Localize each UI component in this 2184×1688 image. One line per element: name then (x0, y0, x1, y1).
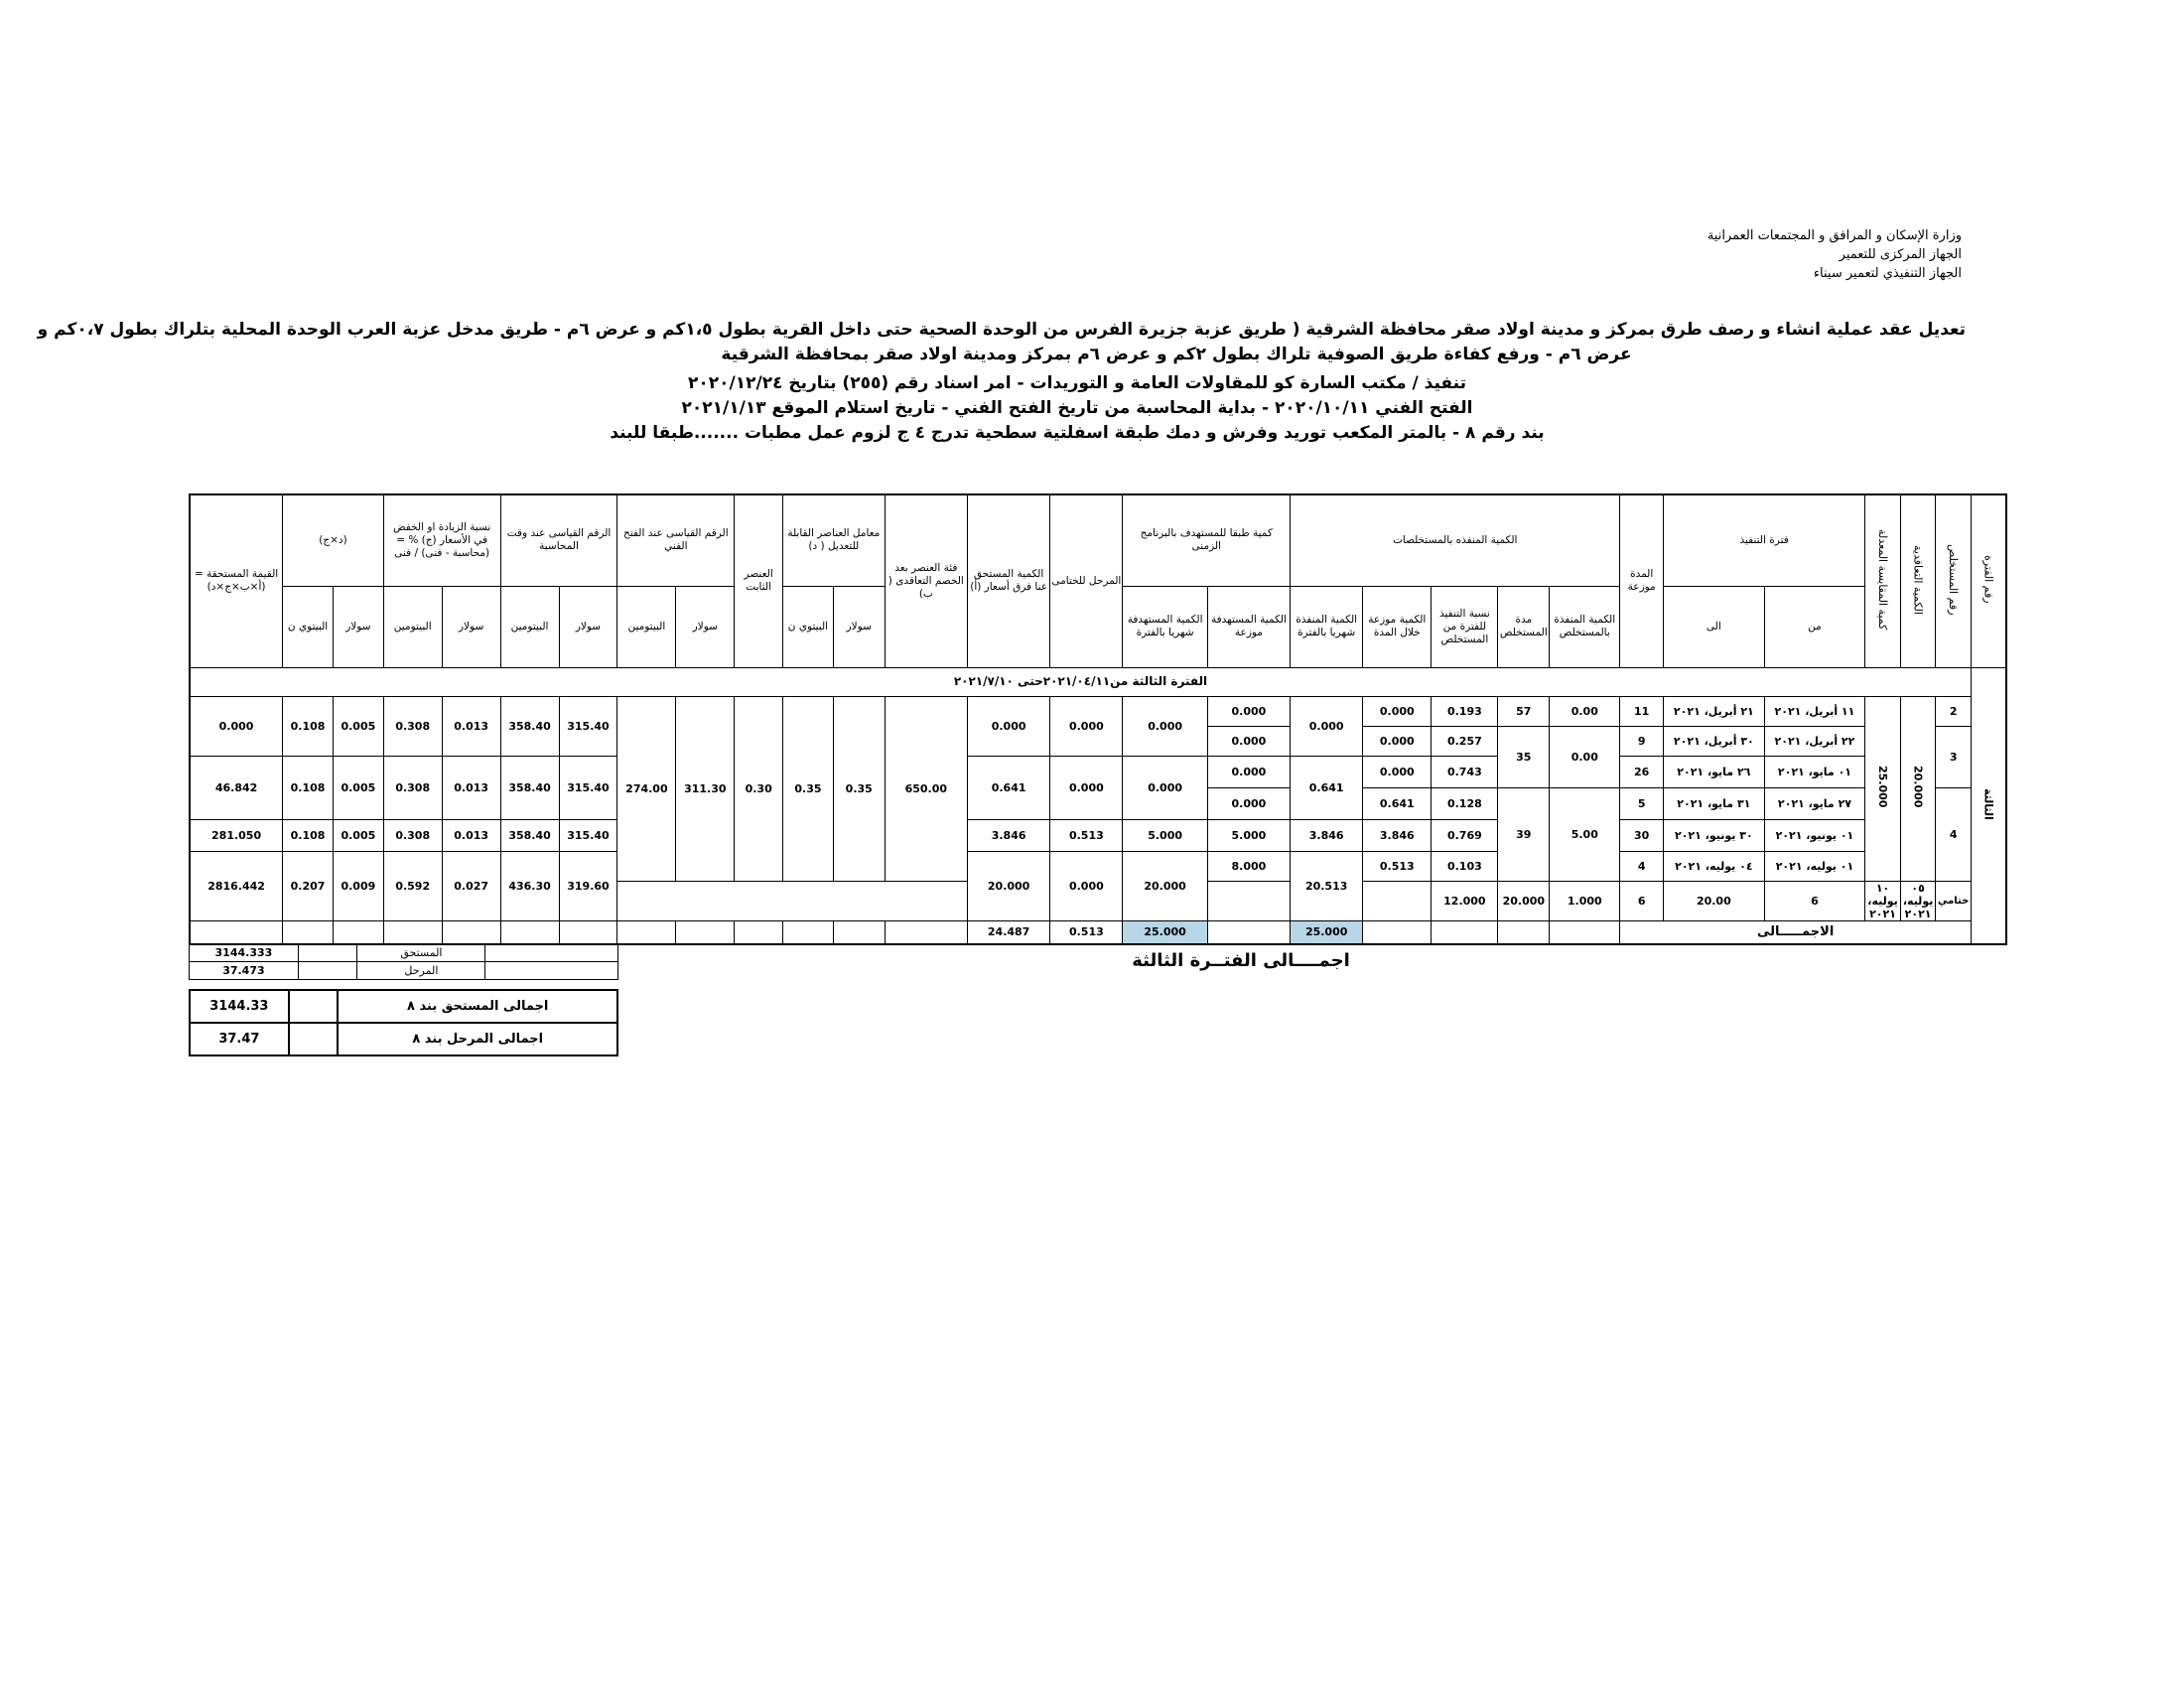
duration: 6 (1764, 881, 1865, 920)
due-label: المستحق (357, 944, 485, 962)
contract-title-line1: تعديل عقد عملية انشاء و رصف طرق بمركز و مدينة اولاد صقر محافظة الشرقية ( طريق عزبة جزيرة الفرس من الوحدة الصحية حتى داخل القرية بطول ١،٥كم و عرض ٦م - طريق مدخل عزبة العرب الوحدة المحلية بتلراك بطول ٠،٧كم و (37, 320, 1966, 340)
duration-header: المدة موزعة (1620, 494, 1664, 667)
due-qty: 20.000 (967, 851, 1049, 920)
qty-exec-extract: 0.00 (1550, 696, 1620, 726)
change-solar: 0.013 (442, 696, 500, 756)
to-date: ٣٠ أبريل، ٢٠٢١ (1664, 726, 1765, 756)
from-date: ٠٥ يوليه، ٢٠٢١ (1900, 881, 1936, 920)
due-value-header: القيمة المستحقة =(أ×ب×ج×د) (190, 494, 283, 667)
extract-duration-header: مدة المستخلص (1498, 586, 1550, 667)
contract-qty-header: الكمية التعاقدية (1900, 494, 1936, 667)
qty-exec-extract-header: الكمية المنفذة بالمستخلص (1550, 586, 1620, 667)
distributed-qty-header: الكمية موزعة خلال المدة (1363, 586, 1432, 667)
qty-exec-extract: 5.00 (1550, 787, 1620, 881)
exec-ratio: 1.000 (1550, 881, 1620, 920)
ministry-name: وزارة الإسكان و المرافق و المجتمعات العمرانية (1706, 228, 1962, 243)
total-due-value: 3144.33 (190, 990, 289, 1023)
due-qty-header: الكمية المستحق عنا فرق أسعار (أ) (967, 494, 1049, 667)
monthly-exec-header: الكمية المنفذة شهريا بالفترة (1291, 586, 1363, 667)
cxd-bitumen: 0.108 (283, 696, 334, 756)
deferred: 0.513 (1050, 819, 1123, 851)
exec-period-header: فترة التنفيذ (1664, 494, 1865, 586)
index-open-bitumen: 274.00 (617, 696, 676, 881)
index-open-solar: 311.30 (676, 696, 735, 881)
deferred: 0.000 (1050, 851, 1123, 920)
change-solar-header: سولار (442, 586, 500, 667)
qty-exec-extract: 20.00 (1664, 881, 1765, 920)
index-calc-bitumen: 358.40 (500, 696, 559, 756)
change-solar: 0.013 (442, 819, 500, 851)
to-date: ٢١ أبريل، ٢٠٢١ (1664, 696, 1765, 726)
from-date: ٢٧ مايو، ٢٠٢١ (1764, 787, 1865, 819)
index-open-header: الرقم القياسى عند الفتح الفني (617, 494, 735, 586)
to-date: ٣١ مايو، ٢٠٢١ (1664, 787, 1765, 819)
from-header: من (1764, 586, 1865, 667)
cxd-bitumen: 0.108 (283, 819, 334, 851)
index-calc-bitumen: 358.40 (500, 756, 559, 819)
exec-ratio: 0.769 (1432, 819, 1498, 851)
change-solar: 0.027 (442, 851, 500, 920)
index-calc-solar: 315.40 (559, 819, 617, 851)
planned-monthly: 5.000 (1123, 819, 1207, 851)
planned-distributed: 0.000 (1207, 787, 1290, 819)
totals-row (190, 920, 2006, 944)
duration: 4 (1620, 851, 1664, 881)
total-deferred-value: 37.47 (190, 1023, 289, 1055)
from-date: ٢٢ أبريل، ٢٠٢١ (1764, 726, 1865, 756)
unit-price: 650.00 (885, 696, 967, 881)
exec-agency-name: الجهاز التنفيذي لتعمير سيناء (1813, 266, 1962, 281)
planned-distributed: 8.000 (1207, 851, 1290, 881)
due-total-value: 3144.333 (190, 944, 299, 962)
coef-header: معامل العناصر القابلة للتعديل ( د) (783, 494, 886, 586)
due-qty: 0.641 (967, 756, 1049, 819)
index-open-bitumen-header: البيتومين (617, 586, 676, 667)
change-bitumen: 0.308 (383, 696, 442, 756)
contractor-line: تنفيذ / مكتب السارة كو للمقاولات العامة و التوريدات - امر اسناد رقم (٢٥٥) بتاريخ ٢٠٢٠/١٢/٢٤ (688, 373, 1466, 393)
to-date: ٣٠ يونيو، ٢٠٢١ (1664, 819, 1765, 851)
adjusted-qty-header: كمية المقايسة المعدلة (1865, 494, 1901, 667)
dates-line: الفتح الفني ٢٠٢٠/١٠/١١ - بداية المحاسبة من تاريخ الفتح الفني - تاريخ استلام الموقع ٢٠٢١/١/١٣ (681, 398, 1473, 418)
planned-monthly: 0.000 (1123, 756, 1207, 819)
deferred: 0.000 (1050, 696, 1123, 756)
exec-ratio: 0.743 (1432, 756, 1498, 787)
duration: 26 (1620, 756, 1664, 787)
table-row (190, 819, 2006, 851)
planned-distributed: 0.000 (1207, 756, 1290, 787)
deferred-header: المرحل للختامى (1050, 494, 1123, 667)
change-bitumen-header: البيتومين (383, 586, 442, 667)
distributed-qty: 0.000 (1363, 726, 1432, 756)
document-titles (37, 318, 1966, 446)
to-date: ٢٦ مايو، ٢٠٢١ (1664, 756, 1765, 787)
total-deferred-label: اجمالى المرحل بند ٨ (338, 1023, 617, 1055)
cxd-solar: 0.005 (333, 819, 383, 851)
duration: 11 (1620, 696, 1664, 726)
period-band: الفترة الثالثة من٢٠٢١/٠٤/١١حتى ٢٠٢١/٧/١٠ (190, 667, 1971, 696)
price-difference-table (189, 493, 2007, 945)
from-date: ٠١ يونيو، ٢٠٢١ (1764, 819, 1865, 851)
extract-no: 4 (1936, 787, 1972, 881)
monthly-exec: 0.000 (1291, 696, 1363, 756)
monthly-exec: 0.641 (1291, 756, 1363, 819)
adjusted-qty-cell: 25.000 (1865, 696, 1901, 881)
distributed-qty: 0.000 (1363, 696, 1432, 726)
from-date: ٠١ مايو، ٢٠٢١ (1764, 756, 1865, 787)
item-line: بند رقم ٨ - بالمتر المكعب توريد وفرش و دمك طبقة اسفلتية سطحية تدرج ٤ ج لزوم عمل مطبات .......طبقا للبند (610, 423, 1545, 443)
distributed-qty: 0.641 (1363, 787, 1432, 819)
exec-ratio-header: نسبة التنفيذ للفترة من المستخلص (1432, 586, 1498, 667)
cxd-solar: 0.005 (333, 756, 383, 819)
total-planned-monthly: 25.000 (1123, 920, 1207, 944)
index-calc-header: الرقم القياسى عند وقت المحاسبة (500, 494, 617, 586)
coef-solar-header: سولار (833, 586, 885, 667)
change-ratio-header: نسبة الزيادة او الخفض في الأسعار (ج) % = (محاسبة - فنى) / فنى (383, 494, 500, 586)
fixed-header: العنصر الثابت (735, 494, 783, 667)
coef-solar: 0.35 (833, 696, 885, 881)
contract-qty-cell: 20.000 (1900, 696, 1936, 881)
planned-group-header: كمية طبقا للمستهدف بالبرنامج الزمنى (1123, 494, 1291, 586)
extract-no: 3 (1936, 726, 1972, 787)
total-due-qty: 24.487 (967, 920, 1049, 944)
extract-no: 2 (1936, 696, 1972, 726)
duration: 9 (1620, 726, 1664, 756)
due-value: 281.050 (190, 819, 283, 851)
index-calc-solar: 319.60 (559, 851, 617, 920)
planned-distributed: 0.000 (1207, 696, 1290, 726)
planned-monthly-header: الكمية المستهدفة شهريا بالفترة (1123, 586, 1207, 667)
distributed-qty: 20.000 (1498, 881, 1550, 920)
index-calc-bitumen: 436.30 (500, 851, 559, 920)
table-row (190, 756, 2006, 787)
extract-duration: 39 (1498, 787, 1550, 881)
unit-price-header: فئة العنصر بعد الخصم التعاقدى ( ب) (885, 494, 967, 667)
qty-exec-extract: 0.00 (1550, 726, 1620, 787)
cxd-solar: 0.005 (333, 696, 383, 756)
table-row (190, 696, 2006, 726)
cxd-bitumen-header: البيتوي ن (283, 586, 334, 667)
monthly-exec: 20.513 (1291, 851, 1363, 920)
planned-monthly: 20.000 (1123, 851, 1207, 920)
cxd-header: (د×ج) (283, 494, 384, 586)
extract-duration: 57 (1498, 696, 1550, 726)
to-header: الى (1664, 586, 1765, 667)
planned-distributed: 12.000 (1432, 881, 1498, 920)
duration: 5 (1620, 787, 1664, 819)
change-bitumen: 0.592 (383, 851, 442, 920)
footer-summary (189, 943, 618, 980)
duration: 30 (1620, 819, 1664, 851)
extract-no-header: رقم المستخلص (1936, 494, 1972, 667)
to-date: ١٠ يوليه، ٢٠٢١ (1865, 881, 1901, 920)
change-bitumen: 0.308 (383, 756, 442, 819)
deferred-total-value: 37.473 (190, 962, 299, 980)
total-due-label: اجمالى المستحق بند ٨ (338, 990, 617, 1023)
distributed-qty: 0.000 (1363, 756, 1432, 787)
item-totals (189, 989, 618, 1056)
ministry-header (1545, 226, 1962, 283)
distributed-qty: 3.846 (1363, 819, 1432, 851)
planned-distributed: 0.000 (1207, 726, 1290, 756)
period-total-title: اجمــــالى الفتــرة الثالثة (1132, 950, 1350, 971)
exec-ratio: 0.193 (1432, 696, 1498, 726)
planned-monthly: 0.000 (1123, 696, 1207, 756)
from-date: ٠١ يوليه، ٢٠٢١ (1764, 851, 1865, 881)
due-value: 2816.442 (190, 851, 283, 920)
period-label-cell: الثالثة (1971, 667, 2006, 944)
table-row (190, 851, 2006, 881)
due-qty: 3.846 (967, 819, 1049, 851)
cxd-solar: 0.009 (333, 851, 383, 920)
index-calc-solar: 315.40 (559, 696, 617, 756)
due-value: 46.842 (190, 756, 283, 819)
total-monthly-exec: 25.000 (1291, 920, 1363, 944)
from-date: ١١ أبريل، ٢٠٢١ (1764, 696, 1865, 726)
totals-label: الاجمـــــالى (1620, 920, 1972, 944)
deferred-label: المرحل (357, 962, 485, 980)
planned-distributed: 5.000 (1207, 819, 1290, 851)
index-calc-bitumen-header: البيتومين (500, 586, 559, 667)
change-bitumen: 0.308 (383, 819, 442, 851)
coef-bitumen: 0.35 (783, 696, 834, 881)
change-solar: 0.013 (442, 756, 500, 819)
exec-ratio: 0.257 (1432, 726, 1498, 756)
total-deferred: 0.513 (1050, 920, 1123, 944)
exec-ratio: 0.103 (1432, 851, 1498, 881)
extract-duration: 35 (1498, 726, 1550, 787)
due-value: 0.000 (190, 696, 283, 756)
extract-duration: 6 (1620, 881, 1664, 920)
period-no-header: رقم الفترة (1971, 494, 2006, 667)
cxd-solar-header: سولار (333, 586, 383, 667)
index-calc-solar: 315.40 (559, 756, 617, 819)
executed-group-header: الكمية المنفذه بالمستخلصات (1291, 494, 1620, 586)
deferred: 0.000 (1050, 756, 1123, 819)
index-open-solar-header: سولار (676, 586, 735, 667)
fixed-element: 0.30 (735, 696, 783, 881)
distributed-qty: 0.513 (1363, 851, 1432, 881)
contract-title-line2: عرض ٦م - ورفع كفاءة طريق الصوفية تلراك بطول ٢كم و عرض ٦م بمركز ومدينة اولاد صقر بمحافظة الشرقية (721, 345, 1632, 364)
cxd-bitumen: 0.207 (283, 851, 334, 920)
agency-name: الجهاز المركزى للتعمير (1839, 247, 1962, 262)
cxd-bitumen: 0.108 (283, 756, 334, 819)
extract-no: ختامي (1936, 881, 1972, 920)
index-calc-solar-header: سولار (559, 586, 617, 667)
monthly-exec: 3.846 (1291, 819, 1363, 851)
due-qty: 0.000 (967, 696, 1049, 756)
index-calc-bitumen: 358.40 (500, 819, 559, 851)
planned-distributed-header: الكمية المستهدفة موزعة (1207, 586, 1290, 667)
coef-bitumen-header: البيتوي ن (783, 586, 834, 667)
exec-ratio: 0.128 (1432, 787, 1498, 819)
to-date: ٠٤ يوليه، ٢٠٢١ (1664, 851, 1765, 881)
